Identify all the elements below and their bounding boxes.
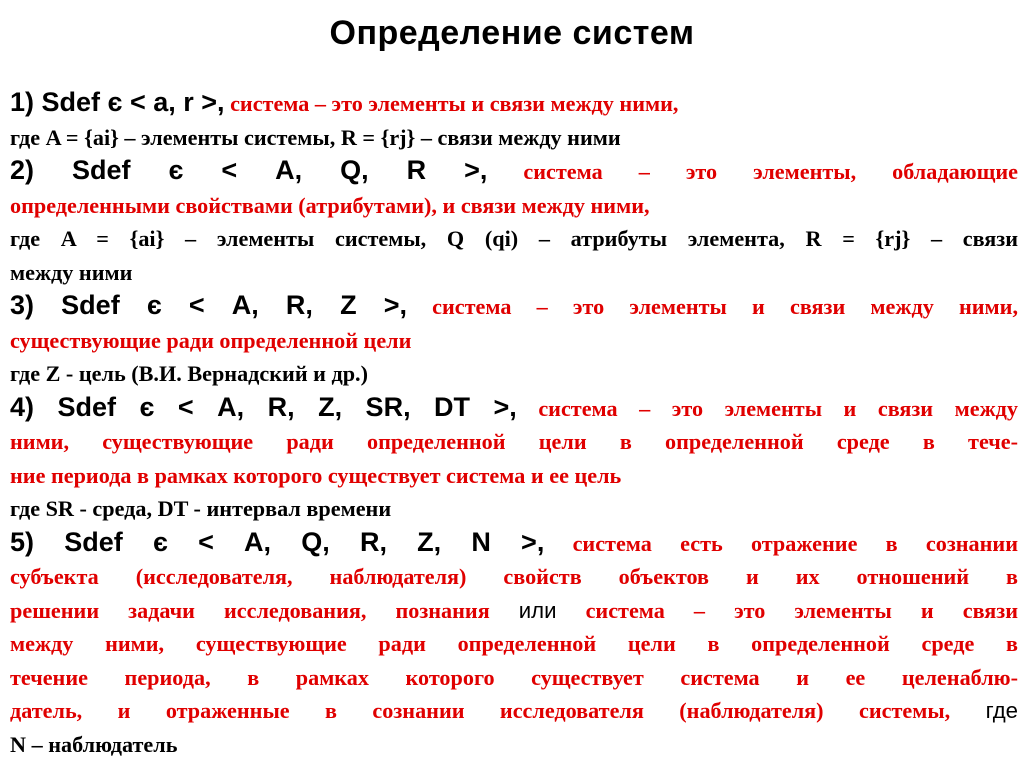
definition-1 — [10, 86, 1018, 154]
definition-1-where-b: R = {rj} – связи между ними — [340, 124, 621, 150]
definition-2-where-1: где A = {ai} – элементы системы, — [10, 226, 427, 251]
definition-5-text-5: течение периода, в рамках которого существует система и ее целенаблю- — [10, 664, 1018, 690]
definition-3-text-1: система – это элементы и связи между ними, — [432, 294, 1018, 319]
definition-5-where-word: где — [985, 698, 1018, 723]
definition-4-text-3: ние периода в рамках которого существует система и ее цель — [10, 462, 622, 488]
definition-3-formula: 3) Sdef є < A, R, Z >, — [10, 290, 407, 320]
definition-2 — [10, 154, 1018, 289]
definition-2-text-1: система – это элементы, обладающие — [523, 159, 1018, 184]
definition-3 — [10, 289, 1018, 391]
definition-5-text-3b: система – это элементы и связи — [585, 597, 1019, 623]
definition-5-formula: 5) Sdef є < A, Q, R, Z, N >, — [10, 526, 545, 557]
definition-5 — [10, 526, 1018, 762]
definition-1-where: где A = {ai} – элементы системы, — [10, 124, 336, 150]
definition-4-text-2: ними, существующие ради определенной цели в определенной среде в тече- — [10, 429, 1018, 454]
definition-5-or: или — [518, 597, 557, 623]
definition-4-text-1: система – это элементы и связи между — [538, 395, 1018, 421]
definition-2-where-2: между ними — [10, 259, 133, 285]
definition-3-text-2: существующие ради определенной цели — [10, 327, 412, 353]
definition-5-text-1: система есть отражение в сознании — [572, 530, 1018, 556]
definition-2-formula: 2) Sdef є < A, Q, R >, — [10, 155, 488, 185]
definition-2-where-1b: Q (qi) – атрибуты элемента, R = {rj} – связи — [446, 226, 1018, 251]
slide-title: Определение систем — [329, 14, 695, 52]
definition-1-formula: 1) Sdef є < a, r >, — [10, 87, 225, 117]
definition-4-where: где SR - среда, DT - интервал времени — [10, 496, 392, 521]
definition-2-text-2: определенными свойствами (атрибутами), и связи между ними, — [10, 192, 650, 218]
definition-5-text-3a: решении задачи исследования, познания — [10, 597, 490, 623]
definition-1-text: система – это элементы и связи между ними, — [230, 91, 679, 116]
definition-3-where: где Z - цель (В.И. Вернадский и др.) — [10, 361, 368, 386]
definition-5-where: N – наблюдатель — [10, 731, 178, 757]
definition-5-text-2: субъекта (исследователя, наблюдателя) свойств объектов и их отношений в — [10, 564, 1018, 589]
definition-5-text-6: датель, и отраженные в сознании исследователя (наблюдателя) системы, — [10, 698, 951, 723]
definition-4-formula: 4) Sdef є < A, R, Z, SR, DT >, — [10, 391, 517, 422]
definition-4 — [10, 391, 1018, 526]
definitions-body — [10, 86, 1018, 761]
definition-5-text-4: между ними, существующие ради определенной цели в определенной среде в — [10, 631, 1018, 656]
